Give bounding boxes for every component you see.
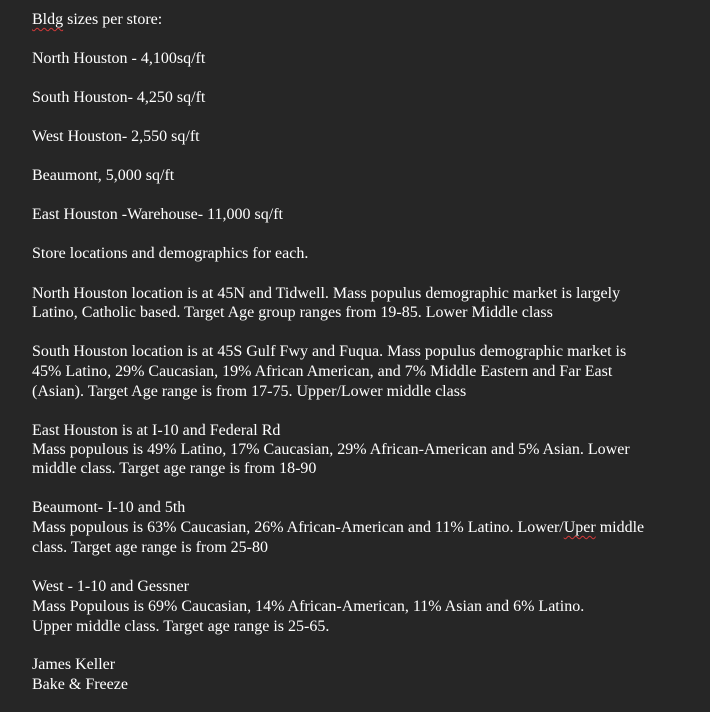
south-line-2: 45% Latino, 29% Caucasian, 19% African American, and 7% Middle Eastern and Far East xyxy=(32,363,613,380)
spellcheck-word: Bldg xyxy=(32,11,64,28)
east-line-1: East Houston is at I-10 and Federal Rd xyxy=(32,422,281,439)
beaumont-line-2-start: Mass populous is 63% Caucasian, 26% African-American and 11% Latino. Lower/ xyxy=(32,519,564,536)
locations-heading: Store locations and demographics for each. xyxy=(32,245,309,262)
west-line-1: West - 1-10 and Gessner xyxy=(32,578,189,595)
spellcheck-word: Uper xyxy=(563,519,596,536)
signature-company: Bake & Freeze xyxy=(32,676,128,693)
size-south: South Houston- 4,250 sq/ft xyxy=(32,89,206,106)
north-line-2: Latino, Catholic based. Target Age group ranges from 19-85. Lower Middle class xyxy=(32,304,553,321)
heading-text: sizes per store: xyxy=(63,11,163,28)
beaumont-line-1: Beaumont- I-10 and 5th xyxy=(32,499,186,516)
beaumont-line-2-end: middle xyxy=(595,519,645,536)
size-beaumont: Beaumont, 5,000 sq/ft xyxy=(32,167,175,184)
east-line-3: middle class. Target age range is from 18-90 xyxy=(32,460,317,477)
beaumont-line-3: class. Target age range is from 25-80 xyxy=(32,539,268,556)
north-line-1: North Houston location is at 45N and Tidwell. Mass populus demographic market is largely xyxy=(32,285,621,302)
west-line-3: Upper middle class. Target age range is 25-65. xyxy=(32,618,330,635)
size-west: West Houston- 2,550 sq/ft xyxy=(32,128,200,145)
size-east: East Houston -Warehouse- 11,000 sq/ft xyxy=(32,206,283,223)
beaumont-line-2 xyxy=(32,518,644,538)
west-line-2: Mass Populous is 69% Caucasian, 14% African-American, 11% Asian and 6% Latino. xyxy=(32,598,585,615)
size-north: North Houston - 4,100sq/ft xyxy=(32,50,206,67)
signature-name: James Keller xyxy=(32,656,116,673)
heading-line xyxy=(32,10,162,30)
south-line-1: South Houston location is at 45S Gulf Fwy and Fuqua. Mass populus demographic market is xyxy=(32,343,627,360)
south-line-3: (Asian). Target Age range is from 17-75. Upper/Lower middle class xyxy=(32,383,467,400)
east-line-2: Mass populous is 49% Latino, 17% Caucasian, 29% African-American and 5% Asian. Lower xyxy=(32,441,630,458)
